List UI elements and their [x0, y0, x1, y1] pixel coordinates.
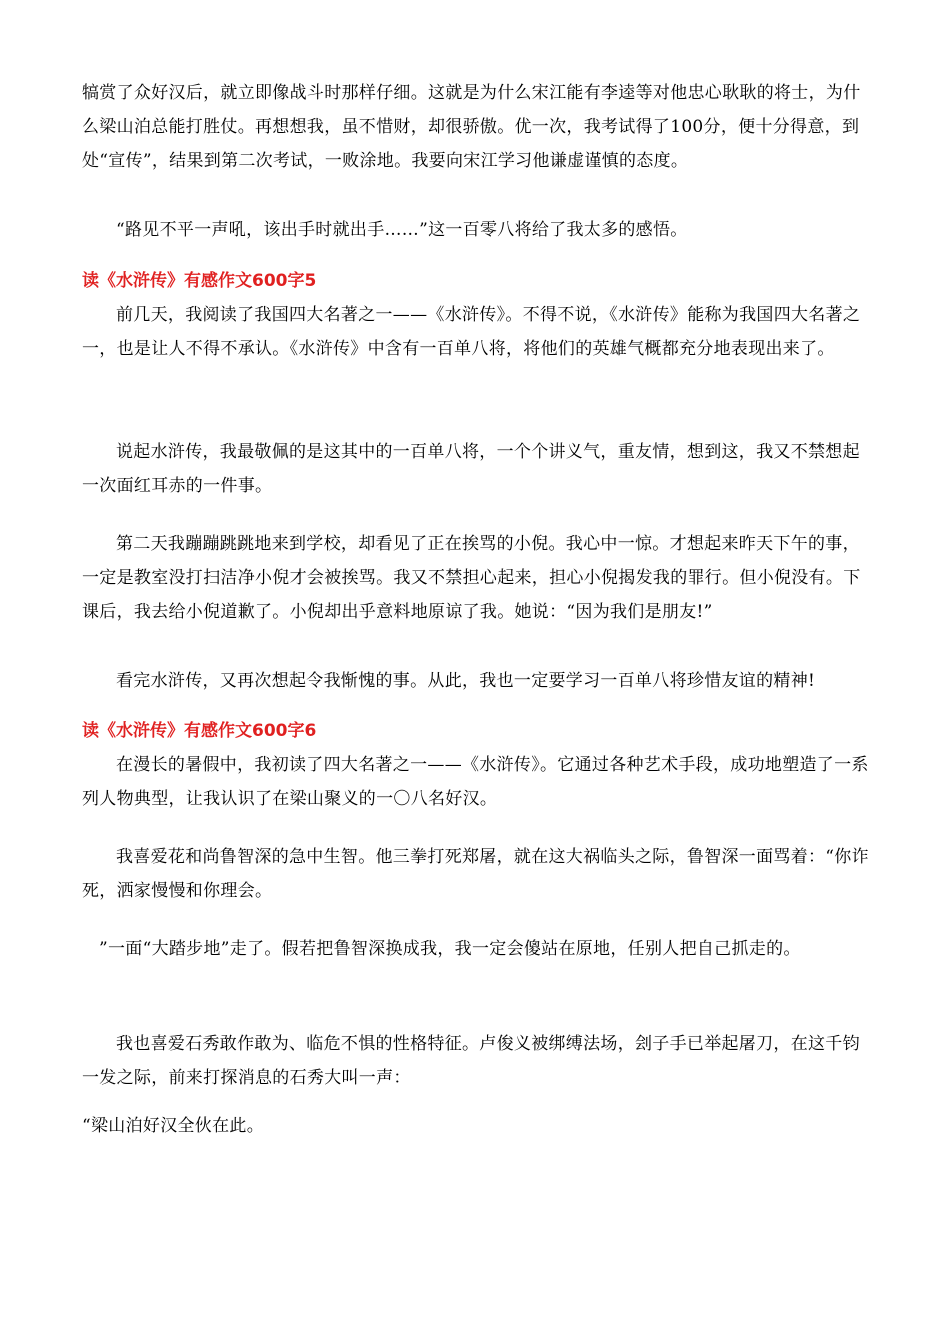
paragraph-quote: “路见不平一声吼，该出手时就出手……”这一百零八将给了我太多的感悟。 [116, 220, 688, 240]
paragraph: ”一面“大踏步地”走了。假若把鲁智深换成我，我一定会傻站在原地，任别人把自己抓走的。 [99, 939, 801, 959]
paragraph: 我喜爱花和尚鲁智深的急中生智。他三拳打死郑屠，就在这大祸临头之际，鲁智深一面骂着：“你诈死，洒家慢慢和你理会。 [82, 847, 869, 901]
paragraph: “梁山泊好汉全伙在此。 [82, 1116, 264, 1136]
section-heading-6: 读《水浒传》有感作文600字6 [82, 721, 317, 741]
paragraph-continuation: 犒赏了众好汉后，就立即像战斗时那样仔细。这就是为什么宋江能有李逵等对他忠心耿耿的将士，为什么梁山泊总能打胜仗。再想想我，虽不惜财，却很骄傲。优一次，我考试得了100分，便十分得意，到处“宣传”，结果到第二次考试，一败涂地。我要向宋江学习他谦虚谨慎的态度。 [82, 83, 861, 171]
paragraph: 在漫长的暑假中，我初读了四大名著之一——《水浒传》。它通过各种艺术手段，成功地塑造了一系列人物典型，让我认识了在梁山聚义的一〇八名好汉。 [82, 755, 869, 809]
paragraph: 看完水浒传，又再次想起令我惭愧的事。从此，我也一定要学习一百单八将珍惜友谊的精神! [116, 671, 816, 691]
paragraph: 我也喜爱石秀敢作敢为、临危不惧的性格特征。卢俊义被绑缚法场，刽子手已举起屠刀，在这千钧一发之际，前来打探消息的石秀大叫一声： [82, 1034, 860, 1088]
paragraph: 说起水浒传，我最敬佩的是这其中的一百单八将，一个个讲义气，重友情，想到这，我又不禁想起一次面红耳赤的一件事。 [82, 442, 860, 496]
paragraph: 前几天，我阅读了我国四大名著之一——《水浒传》。不得不说，《水浒传》能称为我国四大名著之一，也是让人不得不承认。《水浒传》中含有一百单八将，将他们的英雄气概都充分地表现出来了。 [82, 305, 861, 359]
paragraph: 第二天我蹦蹦跳跳地来到学校，却看见了正在挨骂的小倪。我心中一惊。才想起来昨天下午的事，一定是教室没打扫洁净小倪才会被挨骂。我又不禁担心起来，担心小倪揭发我的罪行。但小倪没有。下课后，我去给小倪道歉了。小倪却出乎意料地原谅了我。她说：“因为我们是朋友!” [82, 534, 861, 622]
section-heading-5: 读《水浒传》有感作文600字5 [82, 271, 317, 291]
